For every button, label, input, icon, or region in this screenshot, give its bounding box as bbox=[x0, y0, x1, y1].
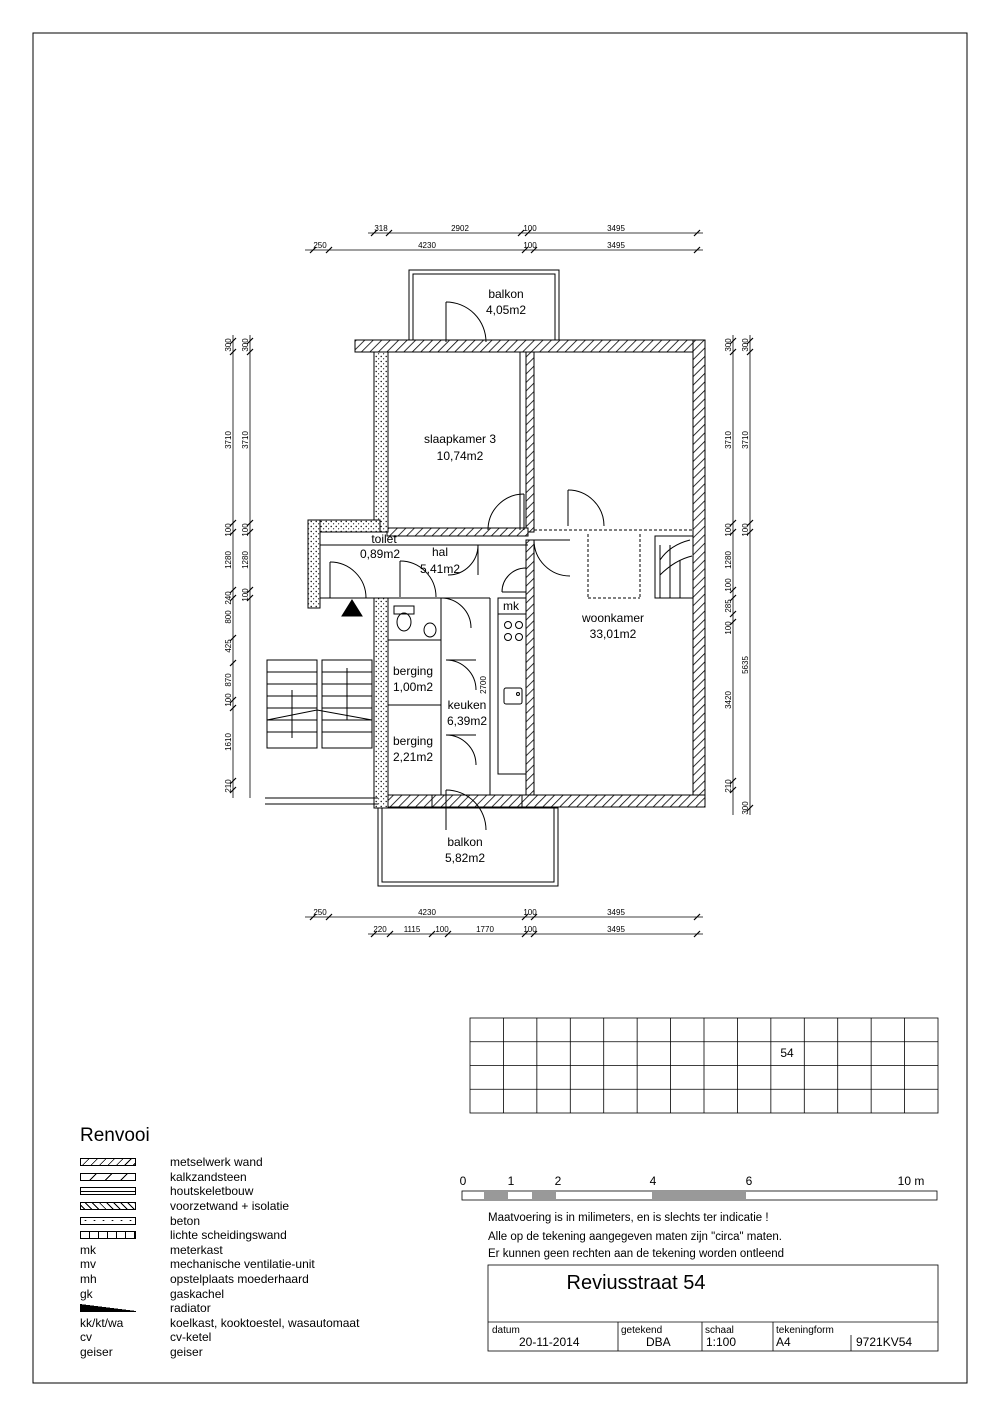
note-3: Er kunnen geen rechten aan de tekening worden ontleend bbox=[488, 1248, 785, 1260]
legend-item bbox=[80, 1301, 460, 1316]
dim-left-outer-9: 1610 bbox=[224, 733, 233, 751]
keuken-width-dim: 2700 bbox=[479, 676, 488, 694]
legend-item bbox=[80, 1199, 460, 1214]
legend-label: opstelplaats moederhaard bbox=[170, 1272, 309, 1287]
toilet-area: 0,89m2 bbox=[359, 547, 401, 561]
mk-name: mk bbox=[503, 599, 519, 613]
dim-bot1-3: 3495 bbox=[607, 908, 625, 917]
legend-label: kalkzandsteen bbox=[170, 1169, 247, 1184]
hal-area: 5,41m2 bbox=[419, 562, 461, 576]
dim-left-outer-4: 240 bbox=[224, 591, 233, 605]
dim-left-outer-5: 800 bbox=[224, 610, 233, 624]
dim-right-inner-2: 100 bbox=[724, 523, 733, 537]
scale-tick-2: 2 bbox=[554, 1174, 562, 1188]
room-labels bbox=[360, 287, 644, 865]
legend-item bbox=[80, 1170, 460, 1185]
dim-left-outer-2: 100 bbox=[224, 523, 233, 537]
schaal-value: 1:100 bbox=[706, 1335, 737, 1349]
legend-item bbox=[80, 1184, 460, 1199]
legend-abbr: mh bbox=[80, 1272, 97, 1287]
toilet-name: toilet bbox=[371, 532, 397, 546]
legend bbox=[80, 1125, 460, 1359]
legend-swatch bbox=[80, 1202, 136, 1210]
legend-symbol-kalkzandsteen bbox=[80, 1173, 170, 1181]
dim-right-inner-0: 300 bbox=[724, 338, 733, 352]
legend-abbr: mv bbox=[80, 1257, 96, 1272]
keuken-area: 6,39m2 bbox=[446, 714, 488, 728]
dim-right-inner-6: 100 bbox=[724, 621, 733, 635]
floor-plan bbox=[265, 270, 705, 886]
getekend-label: getekend bbox=[621, 1325, 663, 1336]
legend-rows bbox=[80, 1155, 460, 1359]
dim-bot2-5: 3495 bbox=[607, 925, 625, 934]
dim-top1-3: 3495 bbox=[607, 224, 625, 233]
dim-top2-1: 4230 bbox=[418, 241, 436, 250]
legend-symbol-metselwerk bbox=[80, 1158, 170, 1166]
dim-left-inner-3: 1280 bbox=[241, 551, 250, 569]
dim-bot2-2: 100 bbox=[435, 925, 449, 934]
legend-label: radiator bbox=[170, 1301, 211, 1316]
datum-value: 20-11-2014 bbox=[519, 1335, 580, 1349]
grid-label: 54 bbox=[780, 1046, 794, 1060]
dim-top2-2: 100 bbox=[523, 241, 537, 250]
legend-item bbox=[80, 1286, 460, 1301]
legend-symbol-licht bbox=[80, 1231, 170, 1239]
legend-abbr: mk bbox=[80, 1242, 96, 1257]
drawing-code: 9721KV54 bbox=[856, 1335, 913, 1349]
exterior-stairs bbox=[267, 660, 372, 748]
scale-tick-1: 1 bbox=[507, 1174, 515, 1188]
dim-bot2-1: 1115 bbox=[403, 925, 421, 934]
balkon-top-name: balkon bbox=[488, 287, 524, 301]
legend-item bbox=[80, 1257, 460, 1272]
dim-left-outer-8: 100 bbox=[224, 693, 233, 707]
legend-abbr: kk/kt/wa bbox=[80, 1315, 124, 1330]
keuken-name: keuken bbox=[447, 698, 487, 712]
dim-left-outer-1: 3710 bbox=[224, 431, 233, 449]
hal-name: hal bbox=[431, 545, 449, 559]
legend-abbr: cv bbox=[80, 1330, 92, 1345]
dim-left-outer-10: 210 bbox=[224, 779, 233, 793]
scale-tick-5: 10 m bbox=[897, 1174, 925, 1188]
tekeningform-label: tekeningform bbox=[776, 1325, 834, 1336]
legend-label: metselwerk wand bbox=[170, 1155, 263, 1170]
balkon-bottom-name: balkon bbox=[447, 835, 483, 849]
slaapkamer-name: slaapkamer 3 bbox=[423, 432, 497, 446]
dim-bot2-4: 100 bbox=[523, 925, 537, 934]
dim-left-outer-3: 1280 bbox=[224, 551, 233, 569]
interior-stair bbox=[655, 536, 693, 598]
berging1-area: 1,00m2 bbox=[392, 680, 434, 694]
dim-left-inner-1: 3710 bbox=[241, 431, 250, 449]
dim-top1-2: 100 bbox=[523, 224, 537, 233]
legend-label: gaskachel bbox=[170, 1286, 225, 1301]
legend-item bbox=[80, 1330, 460, 1345]
legend-label: koelkast, kooktoestel, wasautomaat bbox=[170, 1315, 360, 1330]
woonkamer-area: 33,01m2 bbox=[589, 627, 637, 641]
dim-right-outer-1: 3710 bbox=[741, 431, 750, 449]
legend-swatch bbox=[80, 1187, 136, 1195]
legend-label: meterkast bbox=[170, 1242, 223, 1257]
getekend-value: DBA bbox=[646, 1335, 671, 1349]
datum-label: datum bbox=[492, 1325, 520, 1336]
dim-right-inner-4: 100 bbox=[724, 578, 733, 592]
legend-label: voorzetwand + isolatie bbox=[170, 1199, 290, 1214]
dim-right-inner-7: 3420 bbox=[724, 691, 733, 709]
grid-table bbox=[470, 1018, 938, 1113]
dim-left-inner-2: 100 bbox=[241, 523, 250, 537]
dim-bot2-3: 1770 bbox=[476, 925, 494, 934]
berging1-name: berging bbox=[392, 664, 434, 678]
legend-swatch bbox=[80, 1158, 136, 1166]
legend-label: beton bbox=[170, 1213, 201, 1228]
dim-bot1-2: 100 bbox=[523, 908, 537, 917]
legend-swatch bbox=[80, 1231, 136, 1239]
schaal-label: schaal bbox=[705, 1325, 734, 1336]
scale-tick-0: 0 bbox=[459, 1174, 467, 1188]
legend-swatch bbox=[80, 1304, 136, 1312]
dim-right-outer-3: 5635 bbox=[741, 656, 750, 674]
balkon-top-area: 4,05m2 bbox=[485, 303, 527, 317]
legend-label: mechanische ventilatie-unit bbox=[170, 1257, 315, 1272]
woonkamer-name: woonkamer bbox=[581, 611, 645, 625]
legend-item bbox=[80, 1155, 460, 1170]
tekeningform-value: A4 bbox=[776, 1335, 791, 1349]
scale-bar bbox=[460, 1174, 937, 1200]
legend-title: Renvooi bbox=[80, 1125, 150, 1146]
dim-right-inner-1: 3710 bbox=[724, 431, 733, 449]
title-block-title: Reviusstraat 54 bbox=[566, 1272, 706, 1294]
dim-right-inner-5: 285 bbox=[724, 599, 733, 613]
slaapkamer-area: 10,74m2 bbox=[436, 449, 484, 463]
legend-abbr: gk bbox=[80, 1286, 93, 1301]
dim-top1-1: 2902 bbox=[451, 224, 469, 233]
legend-abbr: geiser bbox=[80, 1345, 113, 1360]
legend-label: houtskeletbouw bbox=[170, 1184, 254, 1199]
legend-swatch bbox=[80, 1173, 136, 1181]
scale-tick-3: 4 bbox=[649, 1174, 657, 1188]
dim-top2-3: 3495 bbox=[607, 241, 625, 250]
notes bbox=[488, 1212, 784, 1260]
dim-bot1-0: 250 bbox=[313, 908, 327, 917]
legend-item bbox=[80, 1272, 460, 1287]
note-1: Maatvoering is in milimeters, en is slechts ter indicatie ! bbox=[488, 1212, 769, 1224]
dim-right-outer-0: 300 bbox=[741, 338, 750, 352]
legend-symbol-voorzet bbox=[80, 1202, 170, 1210]
dim-top1-0: 318 bbox=[374, 224, 388, 233]
entrance-marker bbox=[342, 600, 362, 616]
dim-left-outer-6: 425 bbox=[224, 639, 233, 653]
legend-label: cv-ketel bbox=[170, 1330, 212, 1345]
dim-right-inner-3: 1280 bbox=[724, 551, 733, 569]
berging2-name: berging bbox=[392, 734, 434, 748]
berging2-area: 2,21m2 bbox=[392, 750, 434, 764]
legend-item bbox=[80, 1228, 460, 1243]
legend-label: lichte scheidingswand bbox=[170, 1228, 287, 1243]
scale-tick-4: 6 bbox=[745, 1174, 753, 1188]
legend-symbol-beton bbox=[80, 1217, 170, 1225]
dim-bot2-0: 220 bbox=[373, 925, 387, 934]
balkon-bottom-area: 5,82m2 bbox=[444, 851, 486, 865]
legend-item bbox=[80, 1243, 460, 1258]
dim-bot1-1: 4230 bbox=[418, 908, 436, 917]
dim-left-inner-0: 300 bbox=[241, 338, 250, 352]
dim-left-outer-0: 300 bbox=[224, 338, 233, 352]
dim-right-inner-8: 210 bbox=[724, 779, 733, 793]
legend-item bbox=[80, 1316, 460, 1331]
concrete-wall bbox=[374, 352, 388, 532]
legend-item bbox=[80, 1345, 460, 1360]
dim-top2-0: 250 bbox=[313, 241, 327, 250]
dim-right-outer-4: 300 bbox=[741, 801, 750, 815]
note-2: Alle op de tekening aangegeven maten zijn "circa" maten. bbox=[488, 1231, 782, 1243]
dim-left-inner-4: 100 bbox=[241, 588, 250, 602]
vertical-dimension-text bbox=[224, 338, 750, 815]
door-swings bbox=[330, 302, 604, 830]
dim-right-outer-2: 100 bbox=[741, 523, 750, 537]
legend-item bbox=[80, 1213, 460, 1228]
dim-left-outer-7: 870 bbox=[224, 673, 233, 687]
legend-symbol-houtskelet bbox=[80, 1187, 170, 1195]
legend-swatch bbox=[80, 1217, 136, 1225]
legend-label: geiser bbox=[170, 1345, 203, 1360]
legend-symbol-radiator bbox=[80, 1304, 170, 1312]
